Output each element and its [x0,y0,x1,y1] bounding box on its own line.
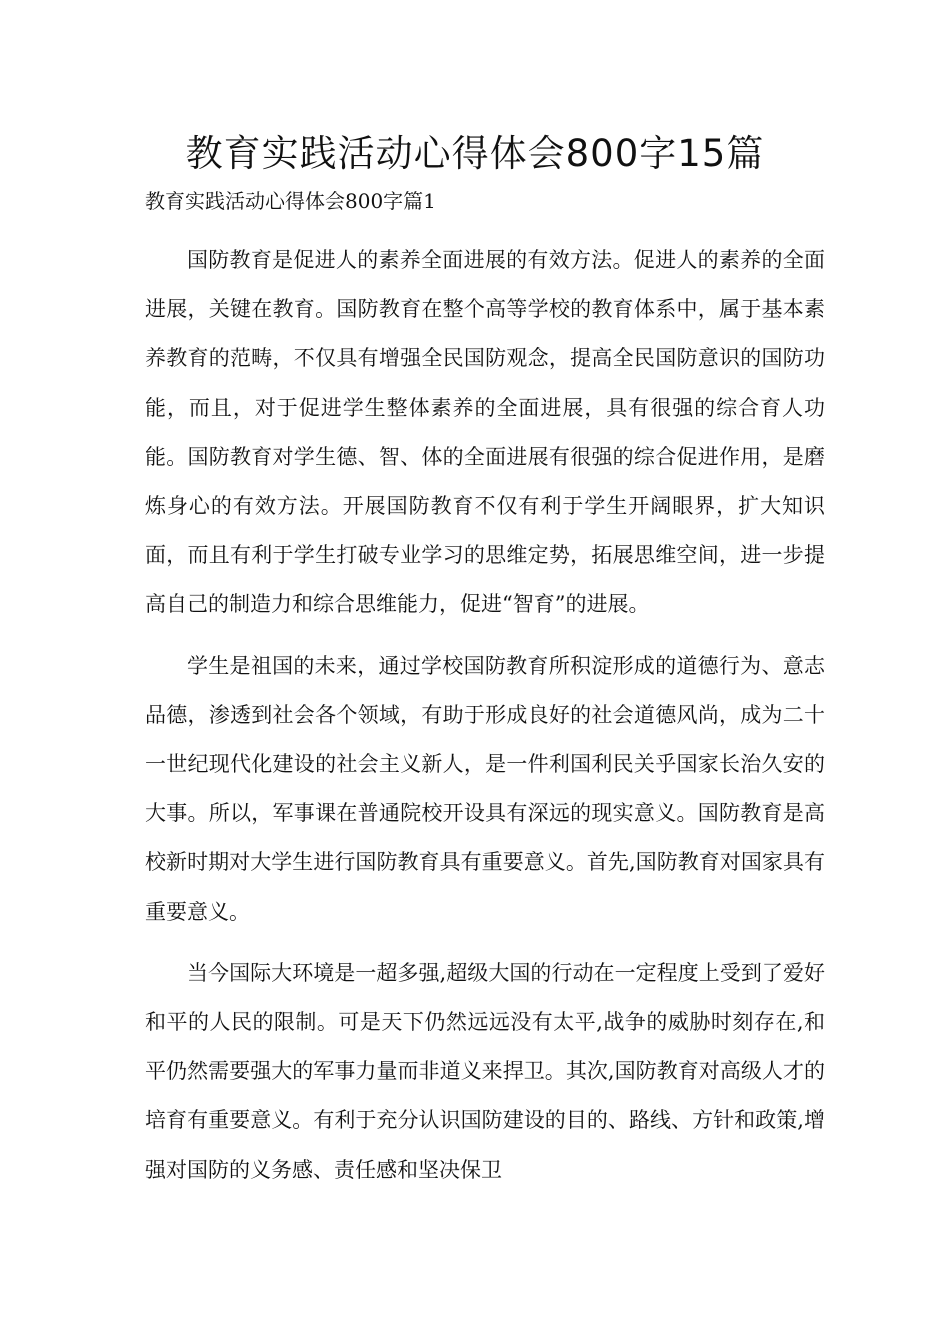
document-title: 教育实践活动心得体会800字15篇 [185,132,765,175]
paragraph-3: 当今国际大环境是一超多强,超级大国的行动在一定程度上受到了爱好和平的人民的限制。可是天下仍然远远没有太平,战争的威胁时刻存在,和平仍然需要强大的军事力量而非道义来捍卫。其次,国防教育对高级人才的培育有重要意义。有利于充分认识国防建设的目的、路线、方针和政策,增强对国防的义务感、责任感和坚决保卫 [145,960,825,1182]
section-heading: 教育实践活动心得体会800字篇1 [145,189,436,213]
paragraph-1: 国防教育是促进人的素养全面进展的有效方法。促进人的素养的全面进展，关键在教育。国防教育在整个高等学校的教育体系中，属于基本素养教育的范畴，不仅具有增强全民国防观念，提高全民国防意识的国防功能，而且，对于促进学生整体素养的全面进展，具有很强的综合育人功能。国防教育对学生德、智、体的全面进展有很强的综合促进作用，是磨炼身心的有效方法。开展国防教育不仅有利于学生开阔眼界，扩大知识面，而且有利于学生打破专业学习的思维定势，拓展思维空间，进一步提高自己的制造力和综合思维能力，促进“智育”的进展。 [145,248,825,617]
paragraph-2: 学生是祖国的未来，通过学校国防教育所积淀形成的道德行为、意志品德，渗透到社会各个领域，有助于形成良好的社会道德风尚，成为二十一世纪现代化建设的社会主义新人，是一件利国利民关乎国家长治久安的大事。所以，军事课在普通院校开设具有深远的现实意义。国防教育是高校新时期对大学生进行国防教育具有重要意义。首先,国防教育对国家具有重要意义。 [145,653,825,924]
document-body [145,236,825,1207]
